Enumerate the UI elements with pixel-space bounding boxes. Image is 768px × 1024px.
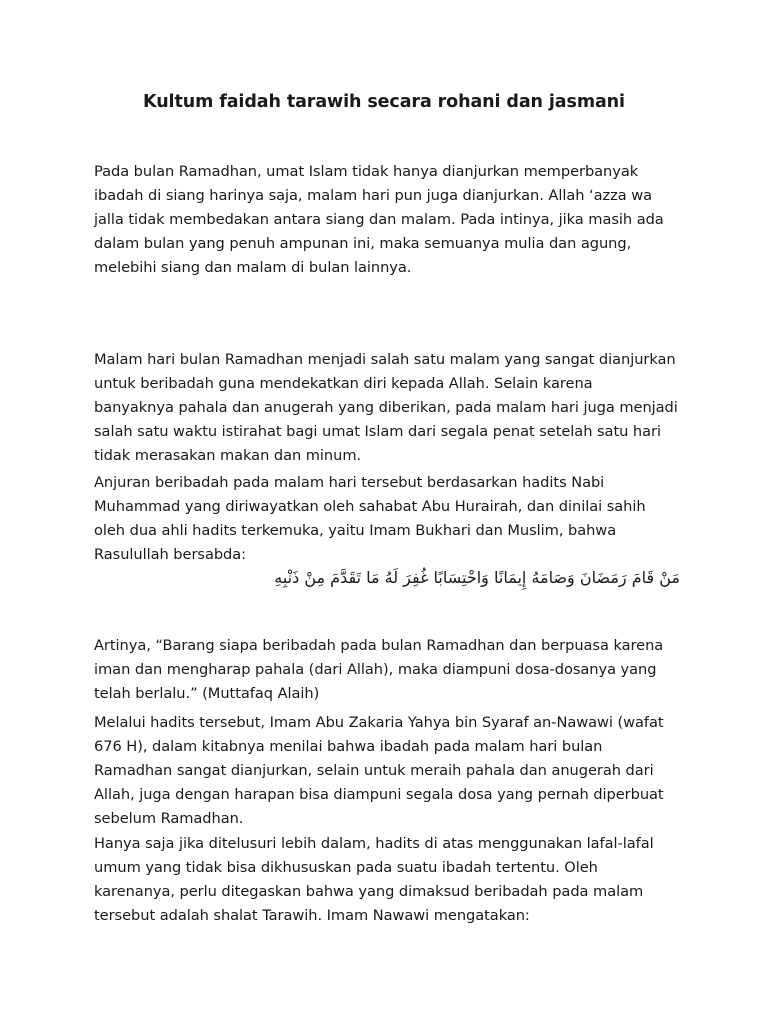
arabic-hadith-text: مَنْ قَامَ رَمَضَانَ وَصَامَهُ إِيمَانًا وَاحْتِسَابًا غُفِرَ لَهُ مَا تَقَدَّمَ مِنْ ذَنْبِهِ <box>274 568 680 587</box>
paragraph-ramadhan-intro <box>94 160 694 280</box>
text-line: Hanya saja jika ditelusuri lebih dalam, hadits di atas menggunakan lafal-lafal <box>94 835 654 852</box>
paragraph-anjuran-hadits <box>94 471 694 567</box>
text-line: Melalui hadits tersebut, Imam Abu Zakaria Yahya bin Syaraf an-Nawawi (wafat <box>94 714 664 731</box>
text-line: sebelum Ramadhan. <box>94 810 244 827</box>
text-line: tidak merasakan makan dan minum. <box>94 447 362 464</box>
text-line: 676 H), dalam kitabnya menilai bahwa ibadah pada malam hari bulan <box>94 738 603 755</box>
text-line: Malam hari bulan Ramadhan menjadi salah satu malam yang sangat dianjurkan <box>94 351 676 368</box>
text-line: tersebut adalah shalat Tarawih. Imam Nawawi mengatakan: <box>94 907 530 924</box>
text-line: umum yang tidak bisa dikhususkan pada suatu ibadah tertentu. Oleh <box>94 859 598 876</box>
text-line: jalla tidak membedakan antara siang dan malam. Pada intinya, jika masih ada <box>94 211 664 228</box>
text-line: untuk beribadah guna mendekatkan diri kepada Allah. Selain karena <box>94 375 593 392</box>
paragraph-imam-nawawi <box>94 711 694 831</box>
text-line: dalam bulan yang penuh ampunan ini, maka semuanya mulia dan agung, <box>94 235 632 252</box>
paragraph-artinya <box>94 634 694 706</box>
paragraph-shalat-tarawih <box>94 832 694 928</box>
text-line: salah satu waktu istirahat bagi umat Islam dari segala penat setelah satu hari <box>94 423 661 440</box>
text-line: Allah, juga dengan harapan bisa diampuni segala dosa yang pernah diperbuat <box>94 786 664 803</box>
text-line: oleh dua ahli hadits terkemuka, yaitu Imam Bukhari dan Muslim, bahwa <box>94 522 617 539</box>
text-line: Artinya, “Barang siapa beribadah pada bulan Ramadhan dan berpuasa karena <box>94 637 664 654</box>
text-line: banyaknya pahala dan anugerah yang diberikan, pada malam hari juga menjadi <box>94 399 678 416</box>
text-line: iman dan mengharap pahala (dari Allah), maka diampuni dosa-dosanya yang <box>94 661 657 678</box>
text-line: Rasulullah bersabda: <box>94 546 247 563</box>
text-line: ibadah di siang harinya saja, malam hari pun juga dianjurkan. Allah ‘azza wa <box>94 187 653 204</box>
text-line: Pada bulan Ramadhan, umat Islam tidak hanya dianjurkan memperbanyak <box>94 163 639 180</box>
text-line: Anjuran beribadah pada malam hari tersebut berdasarkan hadits Nabi <box>94 474 605 491</box>
text-line: Ramadhan sangat dianjurkan, selain untuk meraih pahala dan anugerah dari <box>94 762 654 779</box>
text-line: melebihi siang dan malam di bulan lainnya. <box>94 259 412 276</box>
text-line: telah berlalu.” (Muttafaq Alaih) <box>94 685 320 702</box>
text-line: karenanya, perlu ditegaskan bahwa yang dimaksud beribadah pada malam <box>94 883 644 900</box>
paragraph-malam-ramadhan <box>94 348 694 468</box>
text-line: Muhammad yang diriwayatkan oleh sahabat Abu Hurairah, dan dinilai sahih <box>94 498 646 515</box>
document-title: Kultum faidah tarawih secara rohani dan jasmani <box>143 92 625 112</box>
